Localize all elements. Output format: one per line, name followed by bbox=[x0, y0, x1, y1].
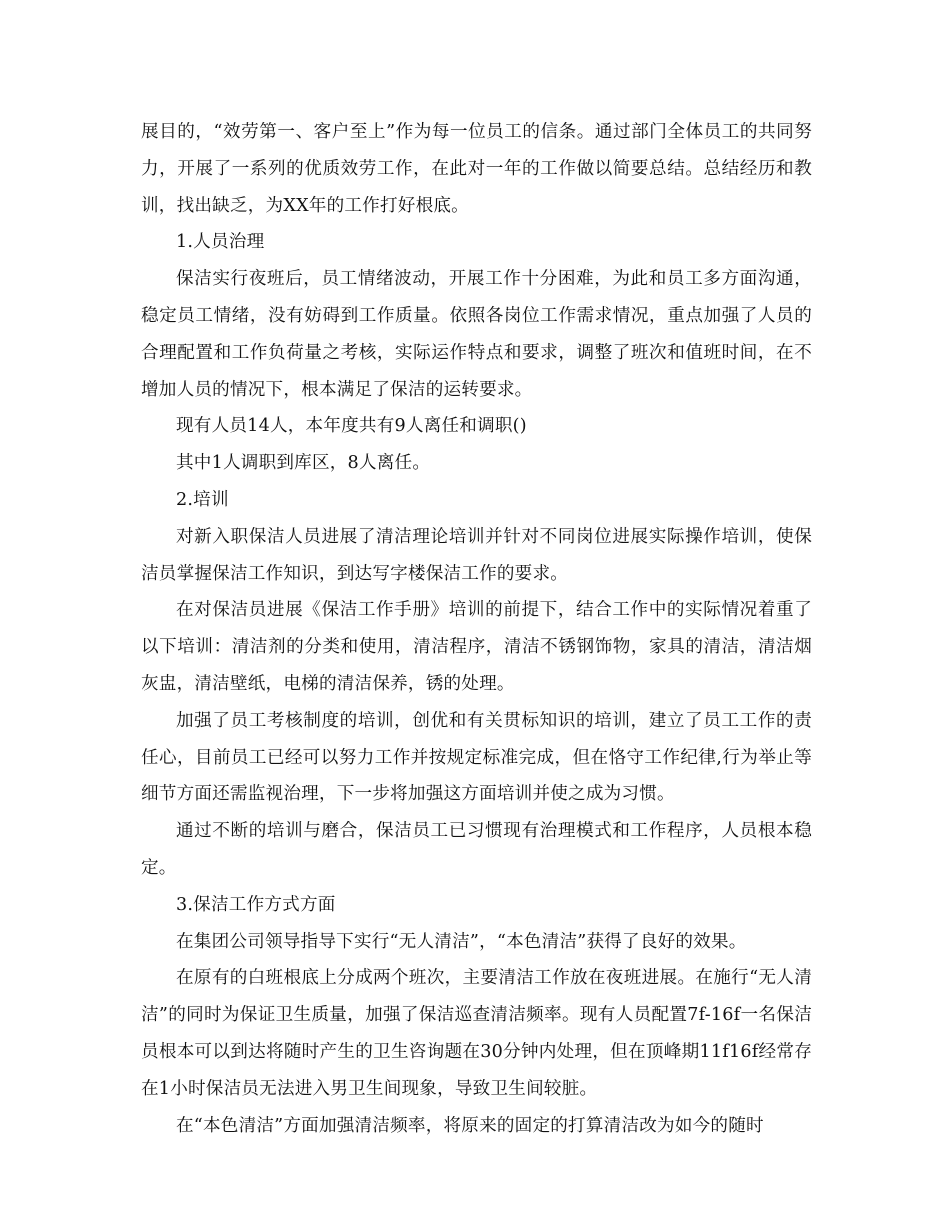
paragraph-natural-cleaning: 在“本色清洁”方面加强清洁频率，将原来的固定的打算清洁改为如今的随时 bbox=[176, 1115, 764, 1136]
paragraph-training-new-staff: 对新入职保洁人员进展了清洁理论培训并针对不同岗位进展实际操作培训，使保洁员掌握保洁工作知识，到达写字楼保洁工作的要求。 bbox=[141, 526, 812, 584]
paragraph-shift-arrangement: 在原有的白班根底上分成两个班次，主要清洁工作放在夜班进展。在施行“无人清洁”的同时为保证卫生质量，加强了保洁巡查清洁频率。现有人员配置7f-16f一名保洁员根本可以到达将随时产生的卫生咨询题在30分钟内处理，但在顶峰期11f16f经常存在1小时保洁员无法进入男卫生间现象，导致卫生间较脏。 bbox=[141, 968, 812, 1099]
paragraph-personnel-management: 保洁实行夜班后，员工情绪波动，开展工作十分困难，为此和员工多方面沟通，稳定员工情绪，没有妨碍到工作质量。依照各岗位工作需求情况，重点加强了人员的合理配置和工作负荷量之考核，实际运作特点和要求，调整了班次和值班时间，在不增加人员的情况下，根本满足了保洁的运转要求。 bbox=[141, 269, 812, 400]
paragraph-intro-continuation: 展目的，“效劳第一、客户至上”作为每一位员工的信条。通过部门全体员工的共同努力，开展了一系列的优质效劳工作，在此对一年的工作做以简要总结。总结经历和教训，找出缺乏，为XX年的工作打好根底。 bbox=[141, 122, 812, 216]
section-heading-training: 2.培训 bbox=[176, 489, 229, 510]
paragraph-cleaning-method-intro: 在集团公司领导指导下实行“无人清洁”，“本色清洁”获得了良好的效果。 bbox=[176, 931, 747, 952]
document-body bbox=[141, 114, 812, 1144]
section-heading-personnel-management: 1.人员治理 bbox=[176, 232, 265, 253]
paragraph-training-assessment: 加强了员工考核制度的培训，创优和有关贯标知识的培训，建立了员工工作的责任心，目前员工已经可以努力工作并按规定标准完成，但在恪守工作纪律,行为举止等细节方面还需监视治理，下一步将加强这方面培训并使之成为习惯。 bbox=[141, 710, 812, 805]
paragraph-staff-transfer: 其中1人调职到库区，8人离任。 bbox=[176, 453, 431, 474]
paragraph-staff-count: 现有人员14人，本年度共有9人离任和调职() bbox=[176, 416, 527, 437]
section-heading-cleaning-method: 3.保洁工作方式方面 bbox=[176, 894, 336, 915]
paragraph-training-result: 通过不断的培训与磨合，保洁员工已习惯现有治理模式和工作程序，人员根本稳定。 bbox=[141, 821, 812, 878]
paragraph-training-manual: 在对保洁员进展《保洁工作手册》培训的前提下，结合工作中的实际情况着重了以下培训：清洁剂的分类和使用，清洁程序，清洁不锈钢饰物，家具的清洁，清洁烟灰盅，清洁壁纸，电梯的清洁保养，锈的处理。 bbox=[141, 600, 812, 694]
